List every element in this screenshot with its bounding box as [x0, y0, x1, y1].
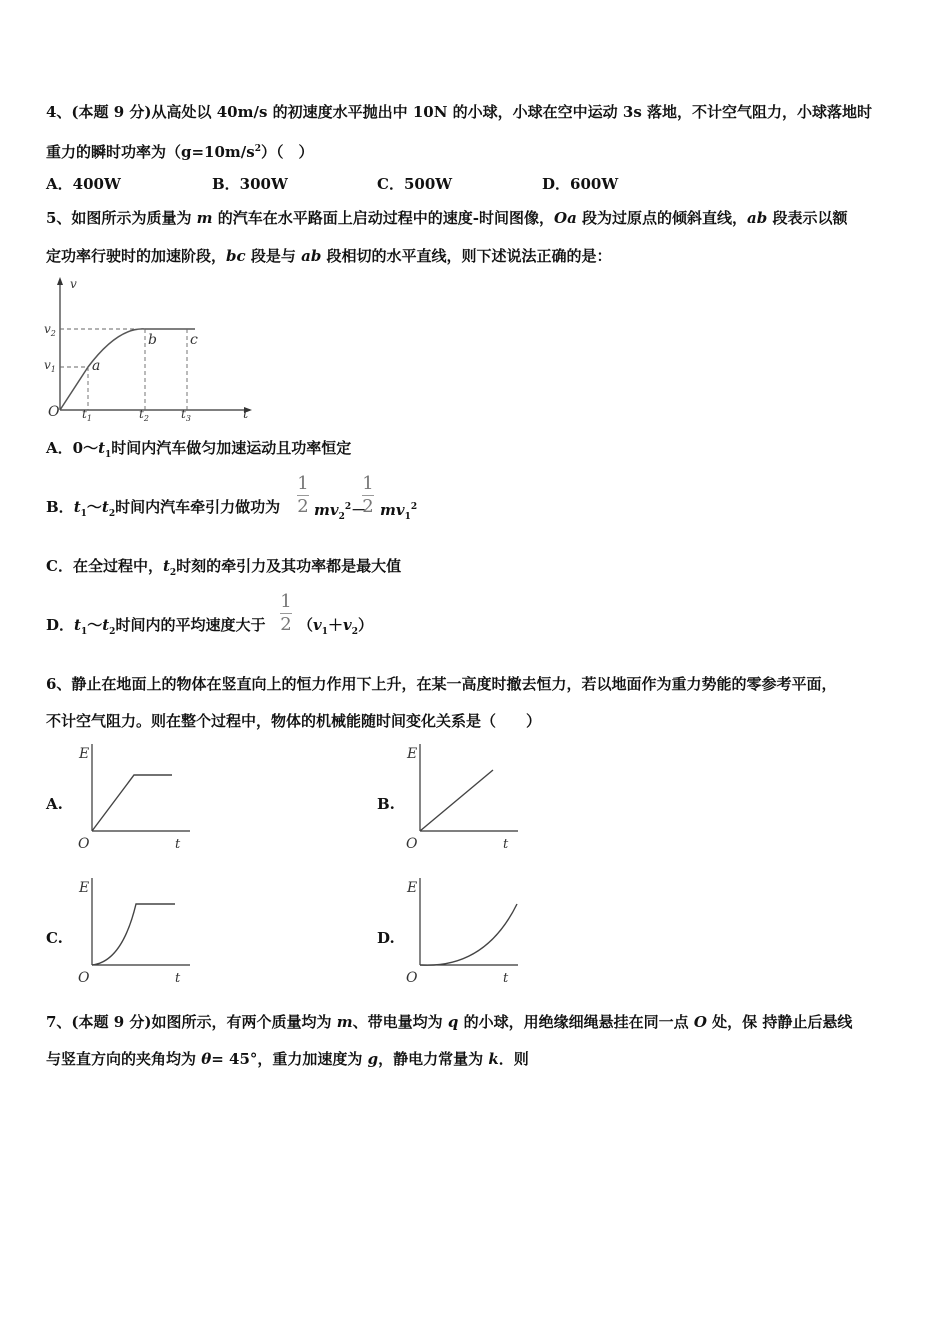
- q5-option-a: A．$0\sim t_1$时间内汽车做匀加速运动且功率恒定: [46, 439, 352, 460]
- t-axis-label: t: [243, 407, 249, 422]
- v1-label: $v_1$: [44, 358, 56, 374]
- svg-text:t: t: [175, 971, 181, 986]
- point-a-label: a: [92, 358, 101, 374]
- svg-text:E: E: [79, 880, 90, 896]
- q5-b-expression: $mv_2^2-$: [314, 501, 367, 522]
- q5-option-b: B．$t_1\sim t_2$时间内汽车牵引力做功为: [46, 498, 281, 519]
- q5-option-c: C．在全过程中，$t_2$时刻的牵引力及其功率都是最大值: [46, 557, 402, 578]
- q4-line2: 重力的瞬时功率为$(g=10m/s^2)$（ ）: [46, 143, 314, 161]
- q5-b-fraction-1: 1 2: [297, 473, 309, 517]
- svg-text:E: E: [79, 746, 90, 762]
- q6-graph-d: [400, 874, 525, 989]
- point-c-label: c: [190, 332, 198, 348]
- q4-option-b: B．300W: [212, 175, 288, 193]
- q5-option-d: D．$t_1\sim t_2$时间内的平均速度大于: [46, 616, 266, 637]
- v2-label: $v_2$: [44, 322, 56, 338]
- svg-text:O: O: [406, 836, 418, 852]
- q5-b-fraction-2: 1 2: [362, 473, 374, 517]
- q6-option-d-label: D.: [377, 929, 395, 947]
- svg-text:E: E: [407, 746, 418, 762]
- svg-text:t: t: [503, 837, 509, 852]
- svg-text:O: O: [78, 836, 90, 852]
- q6-graph-a: [72, 740, 197, 855]
- t3-label: $t_3$: [181, 407, 191, 422]
- q5-d-expression: $(v_1+v_2)$: [298, 616, 374, 637]
- q6-graph-b: [400, 740, 525, 855]
- q4-option-c: C．500W: [377, 175, 453, 193]
- q5-b-expression-2: $mv_1^2$: [380, 501, 418, 522]
- svg-text:t: t: [175, 837, 181, 852]
- q6-line1: 6、静止在地面上的物体在竖直向上的恒力作用下上升，在某一高度时撤去恒力，若以地面作为重力势能的零参考平面，: [46, 675, 837, 693]
- svg-text:O: O: [78, 970, 90, 986]
- q7-line2: 与竖直方向的夹角均为 θ= 45°，重力加速度为 g，静电力常量为 k．则: [46, 1050, 529, 1068]
- q7-line1: 7、(本题 9 分)如图所示，有两个质量均为 m、带电量均为 q 的小球，用绝缘细绳悬挂在同一点 O 处，保 持静止后悬线: [46, 1013, 853, 1031]
- q5-vt-graph: [40, 272, 260, 422]
- t1-label: $t_1$: [82, 407, 92, 422]
- q6-option-c-label: C.: [46, 929, 63, 947]
- q4-option-d: D．600W: [542, 175, 619, 193]
- svg-text:O: O: [406, 970, 418, 986]
- svg-text:E: E: [407, 880, 418, 896]
- point-b-label: b: [148, 332, 157, 348]
- q4-line1: 4、(本题 9 分)从高处以 40m/s 的初速度水平抛出中 10N 的小球，小球在空中运动 3s 落地，不计空气阻力，小球落地时: [46, 103, 872, 121]
- q6-line2: 不计空气阻力。则在整个过程中，物体的机械能随时间变化关系是（ ）: [46, 712, 542, 730]
- q5-line1: 5、如图所示为质量为 m 的汽车在水平路面上启动过程中的速度-时间图像，Oa 段为过原点的倾斜直线，ab 段表示以额: [46, 209, 848, 227]
- q5-d-fraction: 1 2: [280, 591, 292, 635]
- q6-option-b-label: B.: [377, 795, 395, 813]
- q6-option-a-label: A.: [46, 795, 63, 813]
- q5-line2: 定功率行驶时的加速阶段，bc 段是与 ab 段相切的水平直线，则下述说法正确的是：: [46, 247, 612, 265]
- svg-text:t: t: [503, 971, 509, 986]
- q4-option-a: A．400W: [46, 175, 121, 193]
- q6-graph-c: [72, 874, 197, 989]
- t2-label: $t_2$: [139, 407, 149, 422]
- v-axis-label: v: [70, 277, 77, 291]
- origin-label: O: [48, 404, 60, 420]
